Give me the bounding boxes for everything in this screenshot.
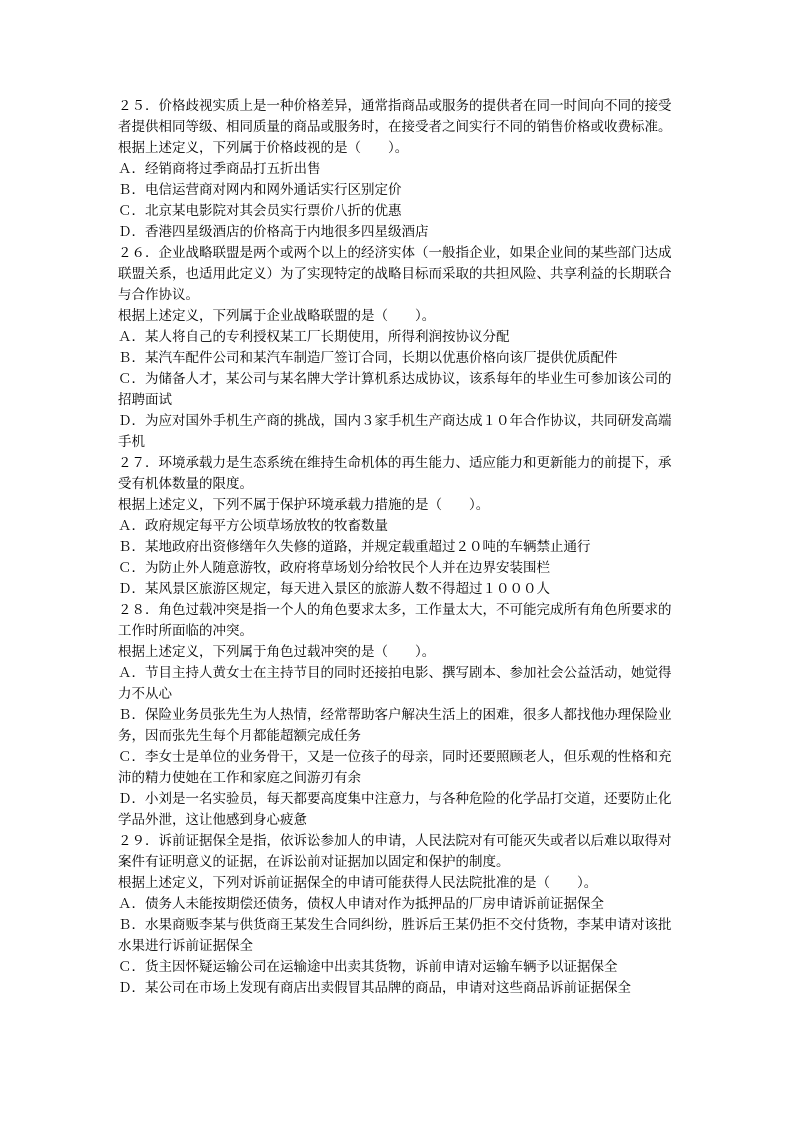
question-stem: ２６．企业战略联盟是两个或两个以上的经济实体（一般指企业，如果企业间的某些部门达成联盟关系，也适用此定义）为了实现特定的战略目标而采取的共担风险、共享利益的长期联合与合作协议。 (118, 245, 672, 303)
option-c: Ｃ．货主因怀疑运输公司在运输途中出卖其货物，诉前申请对运输车辆予以证据保全 (118, 959, 618, 975)
question-stem: ２８．角色过载冲突是指一个人的角色要求太多，工作量太大，不可能完成所有角色所要求的工作时所面临的冲突。 (118, 602, 672, 639)
question-prompt: 根据上述定义，下列属于角色过载冲突的是（ ）。 (118, 644, 436, 660)
question-list (118, 96, 678, 999)
option-c: Ｃ．北京某电影院对其会员实行票价八折的优惠 (118, 203, 402, 219)
option-a: Ａ．某人将自己的专利授权某工厂长期使用，所得利润按协议分配 (118, 329, 510, 345)
option-d: Ｄ．为应对国外手机生产商的挑战，国内３家手机生产商达成１０年合作协议，共同研发高端手机 (118, 413, 672, 450)
option-c: Ｃ．为储备人才，某公司与某名牌大学计算机系达成协议，该系每年的毕业生可参加该公司的招聘面试 (118, 371, 672, 408)
option-a: Ａ．政府规定每平方公顷草场放牧的牧畜数量 (118, 518, 388, 534)
question-stem: ２５．价格歧视实质上是一种价格差异，通常指商品或服务的提供者在同一时间向不同的接受者提供相同等级、相同质量的商品或服务时，在接受者之间实行不同的销售价格或收费标准。 (118, 98, 672, 135)
option-b: Ｂ．某地政府出资修缮年久失修的道路，并规定载重超过２０吨的车辆禁止通行 (118, 539, 591, 555)
option-b: Ｂ．电信运营商对网内和网外通话实行区别定价 (118, 182, 402, 198)
option-d: Ｄ．小刘是一名实验员，每天都要高度集中注意力，与各种危险的化学品打交道，还要防止化学品外泄，这让他感到身心疲惫 (118, 791, 672, 828)
question-25 (118, 96, 678, 243)
question-27 (118, 453, 678, 600)
question-29 (118, 831, 678, 999)
option-a: Ａ．债务人未能按期偿还债务，债权人申请对作为抵押品的厂房申请诉前证据保全 (118, 896, 604, 912)
option-d: Ｄ．香港四星级酒店的价格高于内地很多四星级酒店 (118, 224, 429, 240)
question-prompt: 根据上述定义，下列不属于保护环境承载力措施的是（ ）。 (118, 497, 490, 513)
option-b: Ｂ．水果商贩李某与供货商王某发生合同纠纷，胜诉后王某仍拒不交付货物，李某申请对该批水果进行诉前证据保全 (118, 917, 672, 954)
question-28 (118, 600, 678, 831)
option-a: Ａ．节目主持人黄女士在主持节目的同时还接拍电影、撰写剧本、参加社会公益活动，她觉得力不从心 (118, 665, 672, 702)
option-d: Ｄ．某公司在市场上发现有商店出卖假冒其品牌的商品，申请对这些商品诉前证据保全 (118, 980, 631, 996)
question-prompt: 根据上述定义，下列属于价格歧视的是（ ）。 (118, 140, 409, 156)
question-prompt: 根据上述定义，下列属于企业战略联盟的是（ ）。 (118, 308, 436, 324)
question-stem: ２９．诉前证据保全是指，依诉讼参加人的申请，人民法院对有可能灭失或者以后难以取得对案件有证明意义的证据，在诉讼前对证据加以固定和保护的制度。 (118, 833, 672, 870)
question-stem: ２７．环境承载力是生态系统在维持生命机体的再生能力、适应能力和更新能力的前提下，承受有机体数量的限度。 (118, 455, 672, 492)
option-b: Ｂ．某汽车配件公司和某汽车制造厂签订合同，长期以优惠价格向该厂提供优质配件 (118, 350, 618, 366)
question-26 (118, 243, 678, 453)
option-c: Ｃ．为防止外人随意游牧，政府将草场划分给牧民个人并在边界安装围栏 (118, 560, 550, 576)
option-d: Ｄ．某风景区旅游区规定，每天进入景区的旅游人数不得超过１０００人 (118, 581, 550, 597)
question-prompt: 根据上述定义，下列对诉前证据保全的申请可能获得人民法院批准的是（ ）。 (118, 875, 598, 891)
option-c: Ｃ．李女士是单位的业务骨干，又是一位孩子的母亲，同时还要照顾老人，但乐观的性格和充沛的精力使她在工作和家庭之间游刃有余 (118, 749, 672, 786)
option-a: Ａ．经销商将过季商品打五折出售 (118, 161, 321, 177)
option-b: Ｂ．保险业务员张先生为人热情，经常帮助客户解决生活上的困难，很多人都找他办理保险业务，因而张先生每个月都能超额完成任务 (118, 707, 672, 744)
